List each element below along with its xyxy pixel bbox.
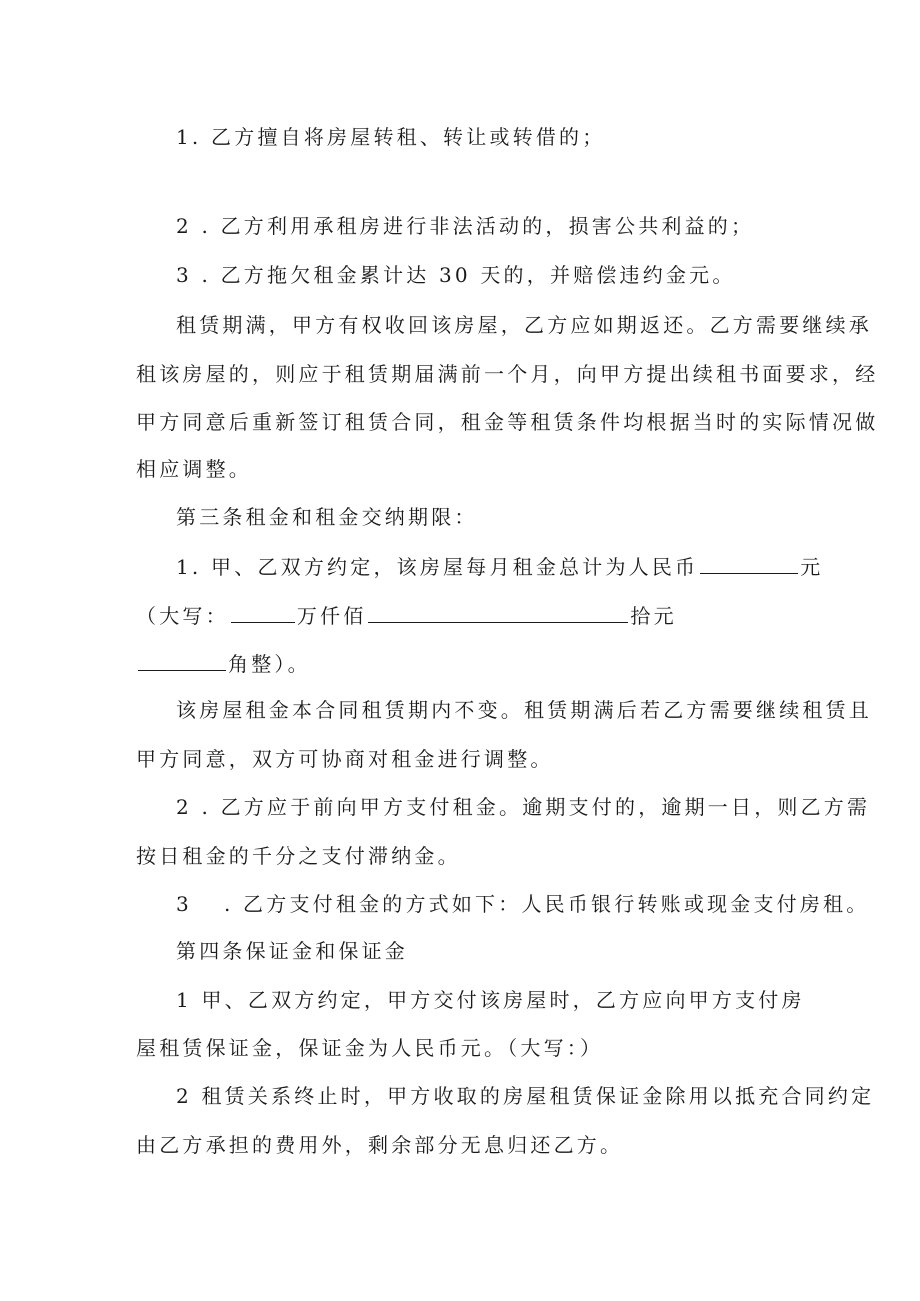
rent-words-blank [231, 602, 295, 623]
article-4-heading: 第四条保证金和保证金 [176, 939, 408, 963]
payment-method-number: 3 [176, 892, 192, 916]
paragraph-line: 2 . 乙方应于前向甲方支付租金。逾期支付的，逾期一日，则乙方需 [176, 795, 871, 819]
paragraph-line: 该房屋租金本合同租赁期内不变。租赁期满后若乙方需要继续租赁且 [176, 698, 872, 722]
rent-unit-text: 元 [800, 555, 824, 579]
payment-method-line [176, 891, 869, 917]
clause-item-1: 1. 乙方擅自将房屋转租、转让或转借的； [176, 125, 606, 149]
paragraph-line: 屋租赁保证金，保证金为人民币元。（大写：） [136, 1036, 604, 1060]
paragraph-line: 租该房屋的，则应于租赁期届满前一个月，向甲方提出续租书面要求，经 [136, 362, 879, 386]
rent-jiao-blank [138, 650, 226, 671]
rent-words-units: 万仟佰 [296, 604, 367, 628]
paragraph-line: 2 租赁关系终止时，甲方收取的房屋租赁保证金除用以抵充合同约定 [176, 1084, 875, 1108]
rent-words-close: 角整）。 [228, 652, 311, 676]
rent-amount-blank [700, 553, 798, 574]
paragraph-line: 甲方同意，双方可协商对租金进行调整。 [136, 747, 554, 771]
article-3-heading: 第三条租金和租金交纳期限： [176, 505, 478, 529]
paragraph-line: 相应调整。 [136, 457, 252, 481]
paragraph-line: 甲方同意后重新签订租赁合同，租金等租赁条件均根据当时的实际情况做 [136, 410, 879, 434]
rent-words-units-2: 拾元 [630, 604, 677, 628]
clause-item-2: 2 . 乙方利用承租房进行非法活动的，损害公共利益的； [176, 214, 755, 238]
paragraph-line: 1 甲、乙双方约定，甲方交付该房屋时，乙方应向甲方支付房 [176, 988, 805, 1012]
rent-amount-text: 1. 甲、乙双方约定，该房屋每月租金总计为人民币 [176, 555, 699, 579]
paragraph-line: 租赁期满，甲方有权收回该房屋，乙方应如期返还。乙方需要继续承 [176, 313, 872, 337]
rent-words-open: （大写： [136, 604, 229, 628]
clause-item-3: 3 . 乙方拖欠租金累计达 30 天的，并赔偿违约金元。 [176, 263, 736, 287]
paragraph-line: 由乙方承担的费用外，剩余部分无息归还乙方。 [136, 1133, 624, 1157]
rent-amount-line [176, 553, 823, 580]
payment-method-text: . 乙方支付租金的方式如下：人民币银行转账或现金支付房租。 [223, 892, 870, 916]
rent-words-blank [368, 602, 628, 623]
rent-words-line [136, 602, 677, 629]
paragraph-line: 按日租金的千分之支付滞纳金。 [136, 844, 461, 868]
rent-words-line-2 [136, 650, 311, 677]
